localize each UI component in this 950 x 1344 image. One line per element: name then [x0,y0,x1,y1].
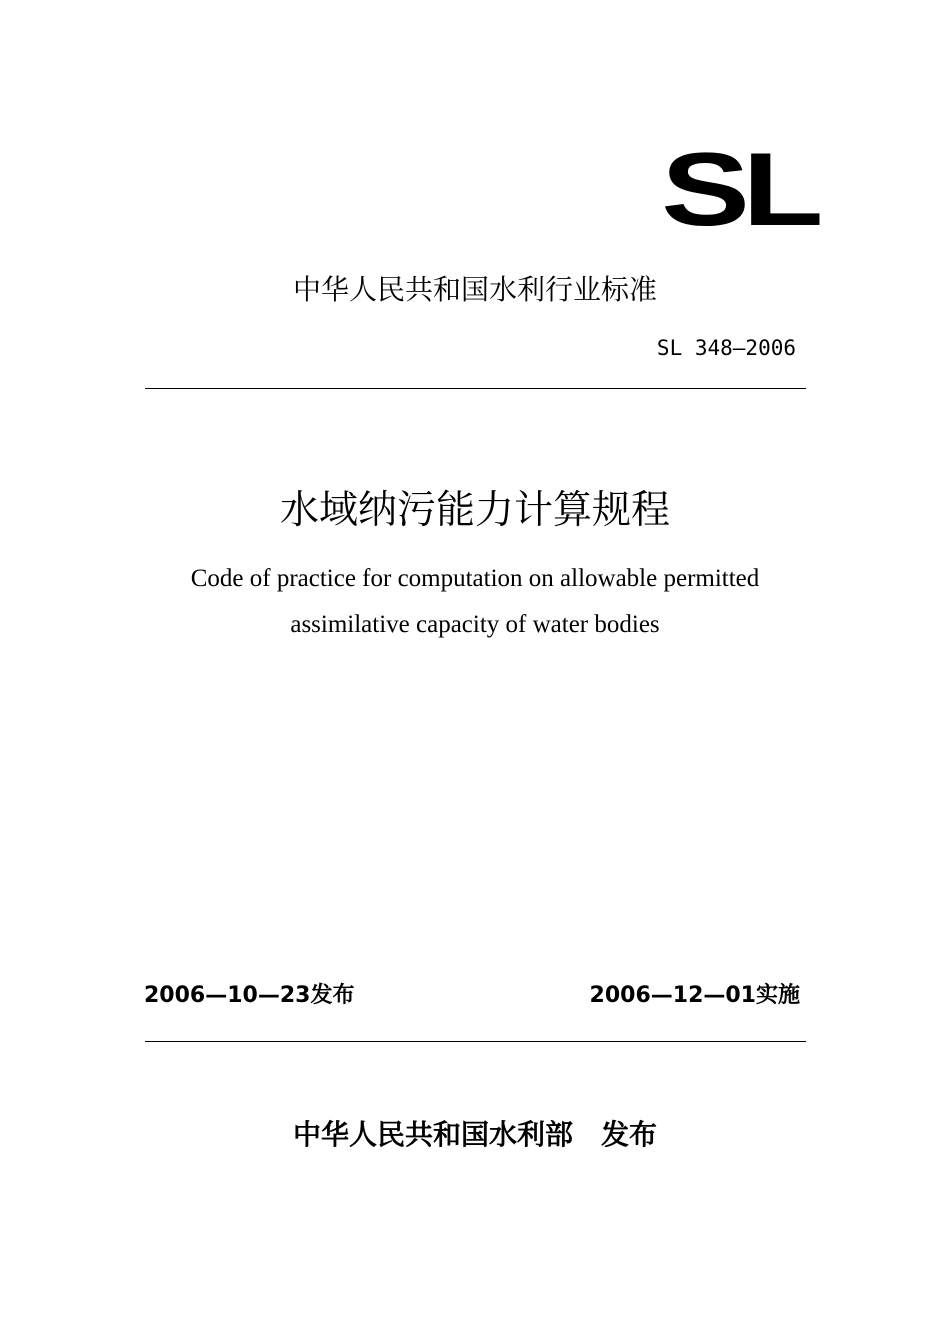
document-title-cn: 水域纳污能力计算规程 [279,488,670,533]
issue-date: 2006—10—23发布 [144,983,355,1008]
implementation-date: 2006—12—01实施 [589,983,800,1008]
issuing-authority: 中华人民共和国水利部 发布 [292,1118,657,1151]
document-title-en-line-2: assimilative capacity of water bodies [290,611,660,638]
document-title-en-line-1: Code of practice for computation on allowable permitted [190,565,760,592]
bottom-divider [145,1041,806,1042]
top-divider [145,388,806,389]
sl-logo: SL [661,132,816,248]
standard-type: 中华人民共和国水利行业标准 [292,273,657,306]
standard-code: SL 348—2006 [656,336,796,360]
